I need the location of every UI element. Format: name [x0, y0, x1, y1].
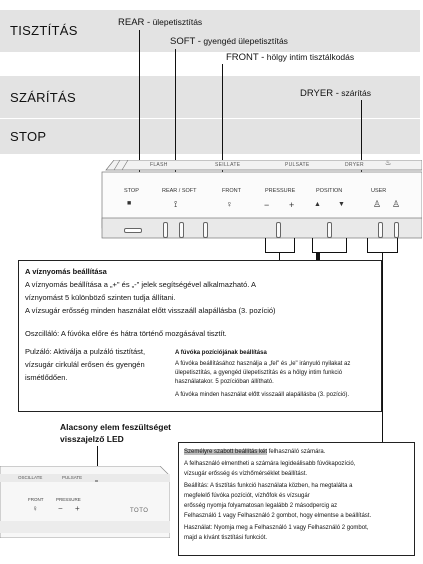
pressure-info-box [18, 260, 382, 412]
rear-slot[interactable] [163, 222, 168, 238]
small-remote [0, 466, 170, 538]
rear-soft-icon[interactable]: ⟟ [174, 199, 178, 209]
band-drying-label: SZÁRÍTÁS [10, 90, 76, 105]
small-label-pulsate: PULSATE [62, 475, 83, 480]
nozzle-line4: A fúvóka minden használat előtt visszaáll alapállásba (3. pozíció). [175, 392, 350, 398]
annotation-soft: SOFT - gyengéd ülepetisztítás [170, 36, 288, 47]
label-stop: STOP [124, 188, 139, 194]
dryer-top-icon: ♨ [385, 160, 392, 167]
user-line4: Beállítás: A tisztítás funkció használata közben, ha megtalálta a [184, 483, 353, 489]
user1-icon[interactable]: ♙ [373, 199, 382, 209]
stop-square-icon[interactable]: ■ [127, 200, 132, 207]
small-minus-button[interactable]: − [58, 504, 63, 513]
small-plus-button[interactable]: + [75, 504, 80, 513]
annotation-front: FRONT - hölgy intim tisztálkodás [226, 52, 355, 63]
nozzle-line2: ülepetisztítás, a gyengéd ülepetisztítás és a hölgy intim funkció [175, 370, 343, 376]
label-user: USER [371, 188, 387, 194]
band-stop-label: STOP [10, 129, 47, 144]
top-label-flash: FLASH [150, 162, 168, 168]
user-line1 [184, 448, 325, 456]
label-pressure: PRESSURE [265, 188, 296, 194]
user-line1-highlight: Személyre szabott beállítás két [184, 449, 268, 455]
band-stop [0, 118, 420, 154]
front-slot[interactable] [203, 222, 208, 238]
position-down-button[interactable]: ▼ [338, 201, 345, 208]
small-front-icon[interactable]: ♀ [32, 504, 38, 513]
small-label-pressure: PRESSURE [56, 497, 81, 502]
small-label-oscillate: OSCILLATE [18, 475, 43, 480]
top-label-pulsate: PULSATE [285, 162, 310, 168]
user-line7: Felhasználó 1 vagy Felhasználó 2 gombot, hogy elmentse a beállítást. [184, 513, 372, 519]
user-line3: vízsugár erősség és vízhőmérséklet beállítást. [184, 471, 308, 477]
battery-led-line2: visszajelző LED [60, 434, 124, 444]
pressure-slot[interactable] [276, 222, 281, 238]
label-front: FRONT [222, 188, 241, 194]
user-line6: erősség nyomja folyamatosan legalább 2 másodpercig az [184, 503, 338, 509]
user-line1-rest: felhasználó számára. [267, 449, 326, 455]
pressure-line2: víznyomást 5 különböző szinten tudja állítani. [25, 293, 176, 302]
small-brand-logo: TOTO [130, 508, 149, 514]
nozzle-title: A fúvóka pozíciójának beállítása [175, 350, 267, 356]
battery-led [95, 480, 98, 482]
user2-icon[interactable]: ♙ [392, 199, 401, 209]
annotation-rear: REAR - ülepetisztítás [118, 17, 203, 28]
user-line5: megfelelő fúvóka pozíciót, vízhőfok és vízsugár [184, 493, 310, 499]
soft-slot[interactable] [179, 222, 184, 238]
user-line2: A felhasználó elmentheti a számára legideálisabb fúvókapozíció, [184, 461, 356, 467]
user-line8: Használat: Nyomja meg a Felhasználó 1 vagy Felhasználó 2 gombot, [184, 525, 369, 531]
nozzle-line3: használatakor. 5 pozícióban állítható. [175, 379, 274, 385]
user-info-box [178, 442, 415, 556]
position-slot[interactable] [327, 222, 332, 238]
pulse-line1: Pulzáló: Aktiválja a pulzáló tisztítást, [25, 347, 146, 356]
pressure-line3: A vízsugár erősség minden használat előtt visszaáll alapállásba (3. pozíció) [25, 306, 276, 315]
user1-slot[interactable] [378, 222, 383, 238]
nozzle-line1: A fúvóka beállításához használja a „fel" és „le" irányuló nyilakat az [175, 361, 351, 367]
pulse-line2: vízsugár cirkulál erősen és gyengén [25, 360, 145, 369]
pressure-line1: A víznyomás beállítása a „+" és „-" jelek segítségével alkalmazható. A [25, 280, 257, 289]
label-position: POSITION [316, 188, 343, 194]
position-up-button[interactable]: ▲ [314, 201, 321, 208]
front-person-icon[interactable]: ♀ [226, 199, 233, 209]
band-cleaning-label: TISZTÍTÁS [10, 23, 78, 38]
stop-slot[interactable] [124, 228, 142, 233]
battery-led-line1: Alacsony elem feszültséget [60, 422, 172, 432]
pressure-plus-button[interactable]: + [289, 200, 295, 210]
pressure-title: A víznyomás beállítása [25, 267, 107, 276]
pulse-line3: ismétlődően. [25, 373, 68, 382]
label-rear-soft: REAR / SOFT [162, 188, 197, 194]
top-label-dryer: DRYER [345, 162, 364, 168]
small-label-front: FRONT [28, 497, 44, 502]
user-line9: majd a kívánt tisztítási funkciót. [184, 535, 268, 541]
pressure-minus-button[interactable]: − [264, 200, 270, 210]
top-label-seillate: SEILLATE [215, 162, 241, 168]
remote-panel [100, 160, 422, 242]
annotation-dryer: DRYER - szárítás [300, 88, 372, 99]
oscillate-text: Oszcilláló: A fúvóka előre és hátra történő mozgásával tisztít. [25, 329, 227, 338]
user2-slot[interactable] [394, 222, 399, 238]
